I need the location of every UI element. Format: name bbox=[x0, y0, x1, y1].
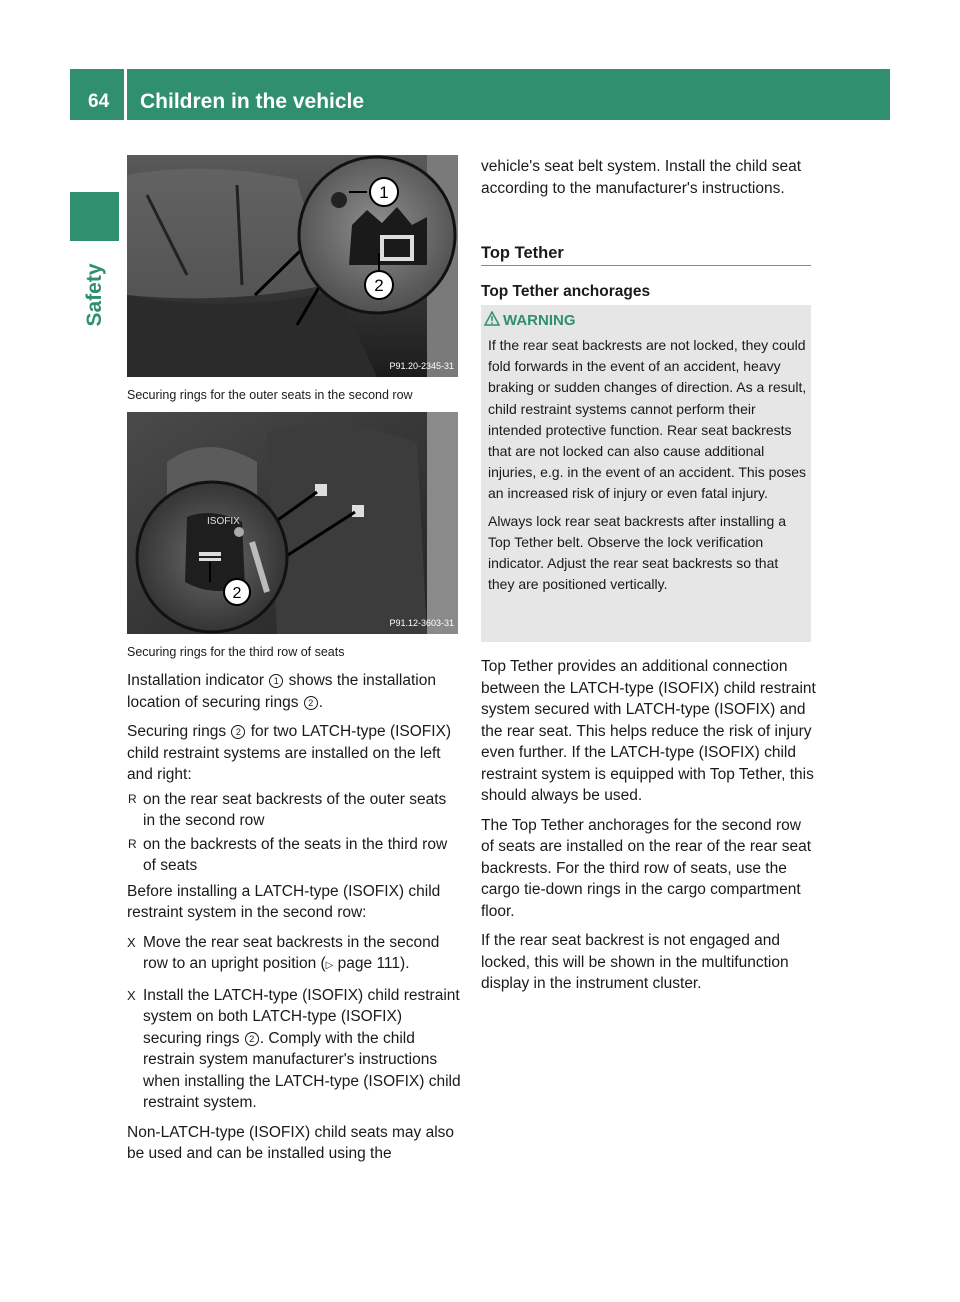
page-reference-link[interactable]: page 111 bbox=[337, 955, 401, 972]
paragraph-non-latch: Non-LATCH-type (ISOFIX) child seats may also be used and can be installed using the bbox=[127, 1123, 455, 1162]
isofix-label: ISOFIX bbox=[207, 516, 240, 527]
side-tab-block bbox=[70, 192, 119, 241]
section-title: Children in the vehicle bbox=[140, 90, 365, 113]
figure-caption-1: Securing rings for the outer seats in the second row bbox=[127, 388, 413, 402]
figure-third-row-rings bbox=[127, 412, 458, 634]
warning-title: WARNING bbox=[503, 312, 576, 329]
page-number: 64 bbox=[88, 91, 110, 112]
warning-text: If the rear seat backrests are not locked, they could fold forwards in the event of an accident, heavy braking or sudden changes of direction. As a result, child restraint systems cannot perform their intended protective function. Rear seat backrests that are not locked can also cause additional injuries, e.g. in the event of an accident. This poses an increased risk of injury or even fatal injury. Always lock rear seat backrests after installing a Top Tether belt. Observe the lock verification indicator. Adjust the rear seat backrests so that they are positioned vertically. bbox=[488, 337, 807, 593]
side-tab-label: Safety bbox=[82, 263, 106, 327]
paragraph-securing-rings: Securing rings 2 for two LATCH-type (ISOFIX) child restraint systems are installed on the left and right: bbox=[127, 723, 452, 783]
paragraph-anchorages-location: The Top Tether anchorages for the second row of seats are installed on the rear of the rear seat backrests. For the third row of seats, use the cargo tie-down rings in the cargo compartment floor. bbox=[481, 816, 811, 920]
figure-caption-2: Securing rings for the third row of seats bbox=[127, 645, 345, 659]
instruction-step: X Move the rear seat backrests in the second row to an upright position (▷ page 111). bbox=[127, 933, 440, 972]
symbol-2: 2 bbox=[231, 725, 245, 739]
callout-1: 1 bbox=[379, 183, 389, 202]
warning-triangle-icon bbox=[484, 311, 500, 331]
callout-2: 2 bbox=[374, 276, 384, 295]
heading-top-tether: Top Tether bbox=[481, 244, 564, 262]
header-divider bbox=[124, 69, 127, 120]
heading-rule bbox=[481, 265, 811, 266]
right-column-continuation: vehicle's seat belt system. Install the child seat according to the manufacturer's instructions. bbox=[481, 158, 801, 197]
instruction-step: X Install the LATCH-type (ISOFIX) child restraint system on both LATCH-type (ISOFIX) securing rings 2 . Comply with the child restrain system manufacturer's instructions when installing the LATCH-type (ISOFIX) child restraint system. bbox=[127, 986, 461, 1111]
left-column bbox=[127, 670, 462, 1173]
figure-second-row-rings bbox=[127, 155, 458, 377]
symbol-1: 1 bbox=[269, 674, 283, 688]
right-column-body bbox=[481, 656, 816, 1003]
paragraph-top-tether-connection: Top Tether provides an additional connection between the LATCH-type (ISOFIX) child restraint system secured with LATCH-type (ISOFIX) and the rear seat. This helps reduce the risk of injury even further. If the LATCH-type (ISOFIX) child restraint system is equipped with Top Tether, this should always be used. bbox=[481, 658, 816, 804]
paragraph-installation-indicator: Installation indicator 1 shows the installation location of securing rings 2 . bbox=[127, 672, 436, 711]
figure-code: P91.20-2345-31 bbox=[389, 361, 454, 371]
callout-2b: 2 bbox=[232, 585, 242, 602]
list-item: R on the rear seat backrests of the outer seats in the second row bbox=[128, 790, 447, 829]
figure-code-2: P91.12-3603-31 bbox=[389, 618, 454, 628]
subheading-anchorages: Top Tether anchorages bbox=[481, 283, 651, 300]
symbol-2: 2 bbox=[245, 1032, 259, 1046]
paragraph-backrest-display: If the rear seat backrest is not engaged and locked, this will be shown in the multifunction display in the instrument cluster. bbox=[481, 932, 789, 992]
paragraph-before-installing: Before installing a LATCH-type (ISOFIX) child restraint system in the second row: bbox=[127, 882, 441, 921]
warning-box bbox=[481, 305, 811, 642]
list-item: R on the backrests of the seats in the third row of seats bbox=[128, 835, 448, 874]
symbol-2: 2 bbox=[304, 696, 318, 710]
